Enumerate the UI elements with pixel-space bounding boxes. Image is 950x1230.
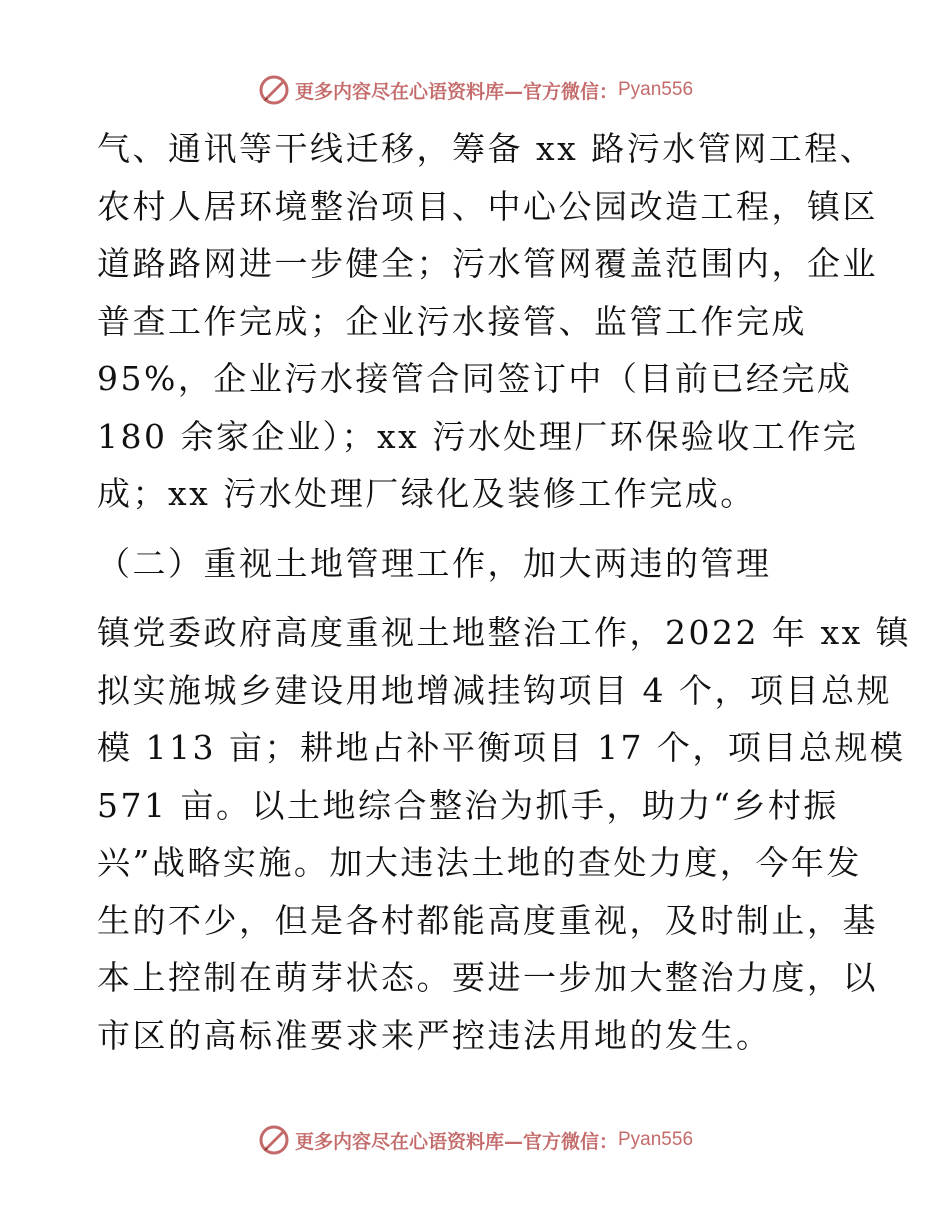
logo-icon [257,73,291,107]
text-line: 兴”战略实施。加大违法土地的查处力度，今年发 [97,843,862,882]
logo-icon [257,1123,291,1157]
text-line: 道路路网进一步健全；污水管网覆盖范围内，企业 [97,244,878,283]
text-line: 镇党委政府高度重视土地整治工作，2022 年 xx 镇 [97,613,912,652]
text-line: 模 113 亩；耕地占补平衡项目 17 个，项目总规模 [97,728,906,767]
text-line: 农村人居环境整治项目、中心公园改造工程，镇区 [97,186,878,226]
banner-wechat-id: Pyan556 [618,79,694,100]
text-line: 拟实施城乡建设用地增减挂钩项目 4 个，项目总规 [97,670,892,710]
header-banner [0,70,950,110]
text-line: 180 余家企业）；xx 污水处理厂环保验收工作完 [97,416,859,456]
banner-text: 更多内容尽在心语资料库—官方微信： [294,1130,618,1153]
document-body [97,120,912,1064]
text-line: 生的不少，但是各村都能高度重视，及时制止，基 [97,900,878,940]
banner-text: 更多内容尽在心语资料库—官方微信： [294,80,618,103]
section-heading: （二）重视土地管理工作，加大两违的管理 [97,543,772,583]
text-line: 本上控制在萌芽状态。要进一步加大整治力度，以 [97,958,878,997]
text-line: 571 亩。以土地综合整治为抓手，助力“乡村振 [97,785,839,825]
text-line: 95%，企业污水接管合同签订中（目前已经完成 [97,359,853,398]
text-line: 市区的高标准要求来严控违法用地的发生。 [97,1015,772,1055]
text-line: 成；xx 污水处理厂绿化及装修工作完成。 [97,474,756,513]
text-line: 普查工作完成；企业污水接管、监管工作完成 [97,301,807,341]
paragraph-1 [97,120,878,523]
paragraph-2 [97,604,912,1064]
banner-wechat-id: Pyan556 [618,1129,694,1150]
text-line: 气、通讯等干线迁移，筹备 xx 路污水管网工程、 [97,129,876,168]
footer-banner [0,1120,950,1160]
